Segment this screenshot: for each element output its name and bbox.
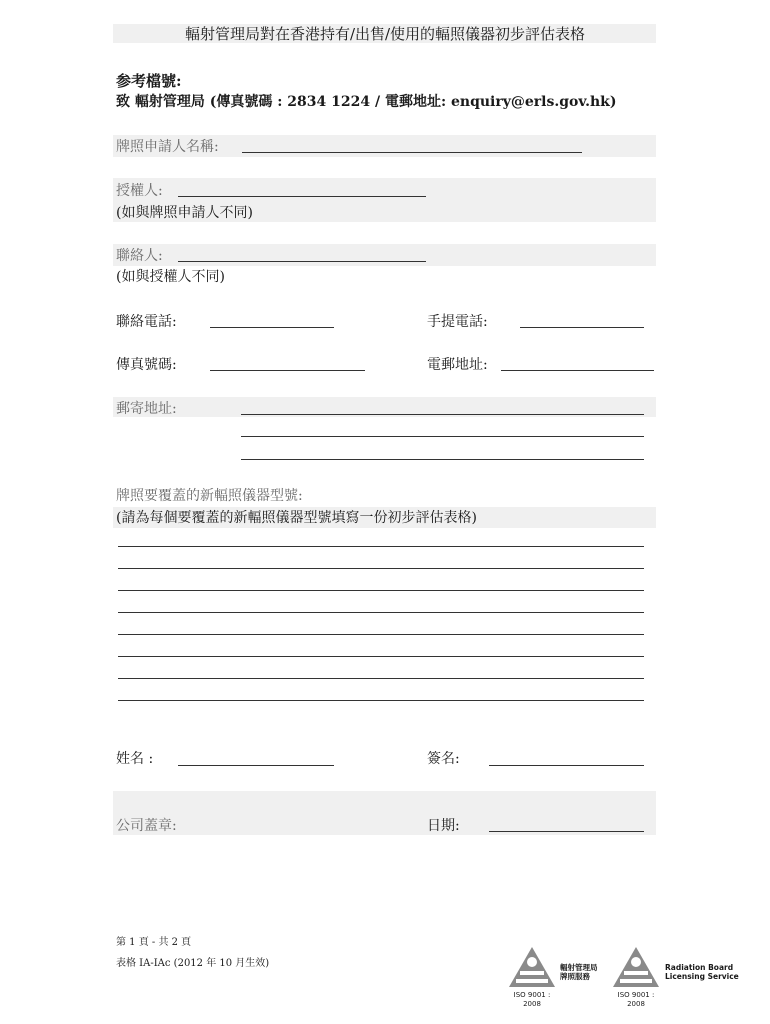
model-note: (請為每個要覆蓋的新輻照儀器型號填寫一份初步評估表格) — [116, 510, 477, 526]
date-field[interactable] — [489, 831, 644, 832]
model-line-6[interactable] — [118, 656, 644, 657]
reference-label: 参考檔號: — [116, 72, 182, 90]
model-line-2[interactable] — [118, 568, 644, 569]
model-line-5[interactable] — [118, 634, 644, 635]
contact-shade — [113, 244, 656, 266]
mobile-label: 手提電話: — [427, 314, 488, 330]
fax-label: 傳真號碼: — [116, 357, 177, 373]
contact-field[interactable] — [178, 261, 426, 262]
email-field[interactable] — [501, 370, 654, 371]
model-line-7[interactable] — [118, 678, 644, 679]
certification-logo-cn — [508, 946, 556, 1008]
signature-field[interactable] — [489, 765, 644, 766]
logo-cn-line1: 輻射管理局 — [560, 963, 598, 972]
phone-field[interactable] — [210, 327, 334, 328]
model-line-3[interactable] — [118, 590, 644, 591]
applicant-label: 牌照申請人名稱: — [116, 139, 219, 155]
address-label: 郵寄地址: — [116, 401, 177, 417]
logo-cn-text — [560, 963, 598, 981]
name-field[interactable] — [178, 765, 334, 766]
date-label: 日期: — [427, 818, 460, 834]
iso-cn: ISO 9001 : 2008 — [513, 991, 551, 1008]
mobile-field[interactable] — [520, 327, 644, 328]
logo-cn-line2: 牌照服務 — [560, 972, 590, 981]
authorized-note: (如與牌照申請人不同) — [116, 205, 253, 221]
authorized-label: 授權人: — [116, 183, 163, 199]
address-line-1[interactable] — [241, 414, 644, 415]
form-code: 表格 IA-IAc (2012 年 10 月生效) — [116, 958, 270, 969]
phone-label: 聯絡電話: — [116, 314, 177, 330]
applicant-field[interactable] — [242, 152, 582, 153]
logo-en-line2: Licensing Service — [665, 972, 739, 981]
page-info: 第 1 頁 - 共 2 頁 — [116, 937, 192, 948]
model-line-8[interactable] — [118, 700, 644, 701]
address-line-2[interactable] — [241, 436, 644, 437]
logo-en-line1: Radiation Board — [665, 963, 734, 972]
fax-field[interactable] — [210, 370, 365, 371]
email-label: 電郵地址: — [427, 357, 488, 373]
company-chop-label: 公司蓋章: — [116, 818, 177, 834]
model-line-1[interactable] — [118, 546, 644, 547]
quality-triangle-icon — [612, 946, 660, 988]
address-line-3[interactable] — [241, 459, 644, 460]
chop-shade — [113, 791, 656, 835]
contact-note: (如與授權人不同) — [116, 269, 225, 285]
contact-label: 聯絡人: — [116, 248, 163, 264]
logo-en-text — [665, 963, 739, 981]
certification-logo-en — [612, 946, 660, 1008]
signature-label: 簽名: — [427, 751, 460, 767]
model-line-4[interactable] — [118, 612, 644, 613]
form-title: 輻射管理局對在香港持有/出售/使用的輻照儀器初步評估表格 — [184, 25, 586, 43]
name-label: 姓名 : — [116, 751, 154, 767]
model-label: 牌照要覆蓋的新輻照儀器型號: — [116, 488, 303, 504]
iso-en: ISO 9001 : 2008 — [617, 991, 655, 1008]
authorized-field[interactable] — [178, 196, 426, 197]
recipient-line: 致 輻射管理局 (傳真號碼 : 2834 1224 / 電郵地址: enquiry@erls.gov.hk) — [116, 94, 617, 110]
quality-triangle-icon — [508, 946, 556, 988]
